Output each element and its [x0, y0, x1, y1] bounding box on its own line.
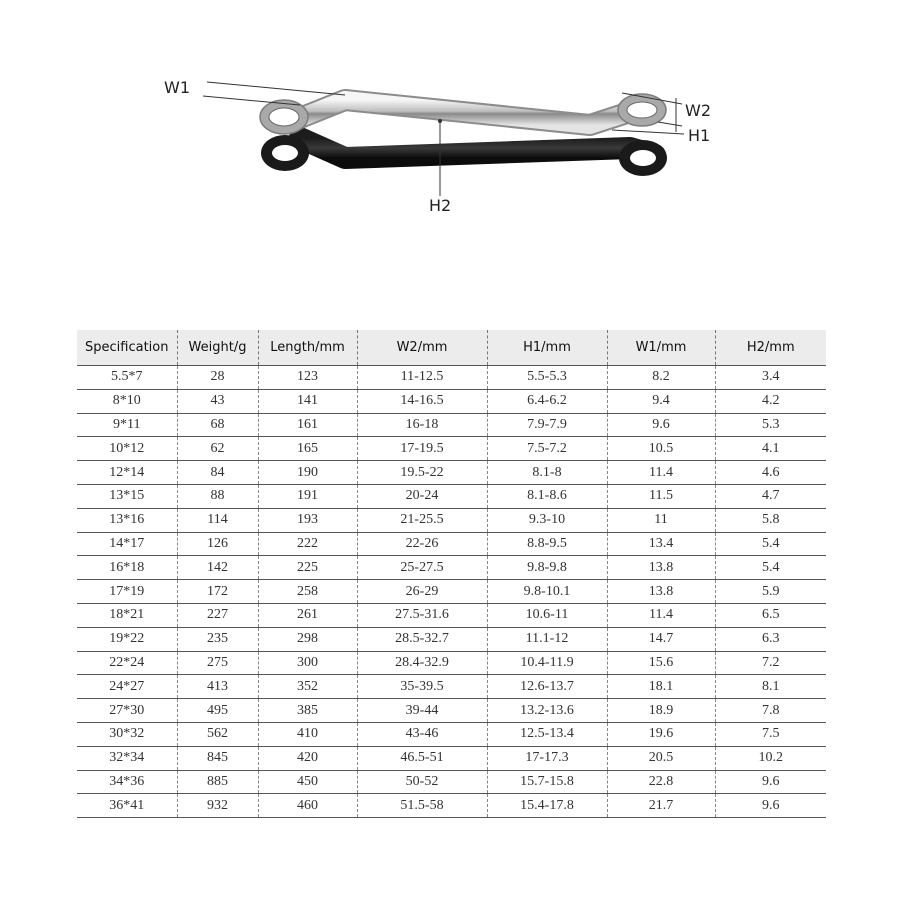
cell-specification: 14*17	[77, 532, 177, 556]
cell-specification: 24*27	[77, 675, 177, 699]
cell-w1: 11.4	[607, 603, 715, 627]
cell-h2: 8.1	[715, 675, 826, 699]
cell-specification: 13*15	[77, 484, 177, 508]
cell-length: 410	[258, 722, 357, 746]
cell-h1: 9.3-10	[487, 508, 607, 532]
h2-label: H2	[429, 196, 452, 215]
cell-length: 225	[258, 556, 357, 580]
cell-specification: 34*36	[77, 770, 177, 794]
cell-h2: 6.5	[715, 603, 826, 627]
cell-specification: 10*12	[77, 437, 177, 461]
cell-w1: 13.4	[607, 532, 715, 556]
cell-w1: 8.2	[607, 366, 715, 390]
cell-specification: 13*16	[77, 508, 177, 532]
wrench-illustration	[0, 0, 900, 260]
cell-length: 460	[258, 794, 357, 818]
cell-h1: 10.6-11	[487, 603, 607, 627]
cell-h2: 3.4	[715, 366, 826, 390]
table-row	[77, 794, 826, 818]
cell-h1: 12.5-13.4	[487, 722, 607, 746]
cell-specification: 27*30	[77, 699, 177, 723]
cell-length: 141	[258, 389, 357, 413]
header-length: Length/mm	[258, 330, 357, 366]
table-row	[77, 675, 826, 699]
cell-h2: 7.5	[715, 722, 826, 746]
cell-w2: 25-27.5	[357, 556, 487, 580]
cell-w2: 19.5-22	[357, 461, 487, 485]
cell-weight: 885	[177, 770, 258, 794]
cell-weight: 172	[177, 580, 258, 604]
cell-h1: 15.4-17.8	[487, 794, 607, 818]
cell-h2: 5.4	[715, 532, 826, 556]
table-row	[77, 508, 826, 532]
cell-length: 190	[258, 461, 357, 485]
cell-weight: 84	[177, 461, 258, 485]
wrench-diagram	[0, 0, 900, 260]
cell-h1: 11.1-12	[487, 627, 607, 651]
cell-w1: 21.7	[607, 794, 715, 818]
table-header-row	[77, 330, 826, 366]
table-row	[77, 770, 826, 794]
table-row	[77, 556, 826, 580]
cell-h2: 6.3	[715, 627, 826, 651]
cell-length: 385	[258, 699, 357, 723]
table-row	[77, 580, 826, 604]
table-row	[77, 461, 826, 485]
cell-weight: 227	[177, 603, 258, 627]
cell-w2: 28.4-32.9	[357, 651, 487, 675]
cell-length: 193	[258, 508, 357, 532]
table-row	[77, 746, 826, 770]
cell-w1: 11.5	[607, 484, 715, 508]
cell-length: 450	[258, 770, 357, 794]
cell-h2: 10.2	[715, 746, 826, 770]
header-weight: Weight/g	[177, 330, 258, 366]
cell-h2: 5.4	[715, 556, 826, 580]
cell-specification: 19*22	[77, 627, 177, 651]
cell-w1: 11.4	[607, 461, 715, 485]
cell-h1: 5.5-5.3	[487, 366, 607, 390]
cell-w2: 11-12.5	[357, 366, 487, 390]
cell-specification: 9*11	[77, 413, 177, 437]
cell-w2: 17-19.5	[357, 437, 487, 461]
cell-weight: 126	[177, 532, 258, 556]
cell-h2: 5.8	[715, 508, 826, 532]
cell-length: 300	[258, 651, 357, 675]
cell-h1: 8.1-8.6	[487, 484, 607, 508]
header-specification: Specification	[77, 330, 177, 366]
cell-h1: 8.1-8	[487, 461, 607, 485]
cell-h1: 9.8-10.1	[487, 580, 607, 604]
table-row	[77, 603, 826, 627]
cell-weight: 62	[177, 437, 258, 461]
wrench-dark	[261, 135, 667, 176]
specification-table	[77, 330, 826, 818]
table-row	[77, 532, 826, 556]
cell-specification: 36*41	[77, 794, 177, 818]
cell-w2: 51.5-58	[357, 794, 487, 818]
cell-h2: 9.6	[715, 770, 826, 794]
cell-weight: 275	[177, 651, 258, 675]
header-w2: W2/mm	[357, 330, 487, 366]
cell-specification: 5.5*7	[77, 366, 177, 390]
cell-h1: 7.5-7.2	[487, 437, 607, 461]
cell-w1: 14.7	[607, 627, 715, 651]
cell-h2: 4.2	[715, 389, 826, 413]
cell-weight: 88	[177, 484, 258, 508]
cell-h1: 7.9-7.9	[487, 413, 607, 437]
h1-label: H1	[688, 126, 711, 145]
w1-label: W1	[164, 78, 190, 97]
cell-w1: 15.6	[607, 651, 715, 675]
h2-marker	[438, 119, 442, 123]
cell-weight: 142	[177, 556, 258, 580]
wrench-chrome	[260, 94, 666, 134]
cell-weight: 932	[177, 794, 258, 818]
cell-h1: 15.7-15.8	[487, 770, 607, 794]
cell-w1: 9.4	[607, 389, 715, 413]
cell-w1: 18.1	[607, 675, 715, 699]
cell-w1: 13.8	[607, 556, 715, 580]
cell-h1: 12.6-13.7	[487, 675, 607, 699]
header-h2: H2/mm	[715, 330, 826, 366]
cell-weight: 495	[177, 699, 258, 723]
header-w1: W1/mm	[607, 330, 715, 366]
cell-w2: 14-16.5	[357, 389, 487, 413]
cell-h1: 17-17.3	[487, 746, 607, 770]
cell-specification: 30*32	[77, 722, 177, 746]
cell-w1: 18.9	[607, 699, 715, 723]
cell-specification: 16*18	[77, 556, 177, 580]
cell-h1: 10.4-11.9	[487, 651, 607, 675]
cell-specification: 18*21	[77, 603, 177, 627]
table-row	[77, 389, 826, 413]
cell-specification: 22*24	[77, 651, 177, 675]
cell-specification: 12*14	[77, 461, 177, 485]
cell-length: 420	[258, 746, 357, 770]
cell-w2: 21-25.5	[357, 508, 487, 532]
cell-length: 222	[258, 532, 357, 556]
cell-h1: 6.4-6.2	[487, 389, 607, 413]
cell-h1: 8.8-9.5	[487, 532, 607, 556]
cell-weight: 845	[177, 746, 258, 770]
table-row	[77, 699, 826, 723]
table-row	[77, 722, 826, 746]
cell-h2: 4.1	[715, 437, 826, 461]
cell-weight: 68	[177, 413, 258, 437]
cell-w2: 39-44	[357, 699, 487, 723]
cell-w2: 28.5-32.7	[357, 627, 487, 651]
cell-h1: 13.2-13.6	[487, 699, 607, 723]
table-row	[77, 413, 826, 437]
cell-w1: 22.8	[607, 770, 715, 794]
cell-length: 165	[258, 437, 357, 461]
cell-w2: 46.5-51	[357, 746, 487, 770]
cell-h2: 5.9	[715, 580, 826, 604]
w2-label: W2	[685, 101, 711, 120]
cell-length: 161	[258, 413, 357, 437]
cell-weight: 413	[177, 675, 258, 699]
cell-length: 258	[258, 580, 357, 604]
cell-weight: 28	[177, 366, 258, 390]
cell-h2: 9.6	[715, 794, 826, 818]
cell-specification: 8*10	[77, 389, 177, 413]
cell-length: 123	[258, 366, 357, 390]
cell-h2: 4.7	[715, 484, 826, 508]
cell-w2: 43-46	[357, 722, 487, 746]
table-row	[77, 651, 826, 675]
cell-weight: 43	[177, 389, 258, 413]
table-body	[77, 366, 826, 818]
cell-w1: 10.5	[607, 437, 715, 461]
cell-w1: 9.6	[607, 413, 715, 437]
cell-w2: 35-39.5	[357, 675, 487, 699]
cell-specification: 17*19	[77, 580, 177, 604]
cell-w1: 20.5	[607, 746, 715, 770]
cell-h2: 5.3	[715, 413, 826, 437]
table-row	[77, 366, 826, 390]
cell-weight: 562	[177, 722, 258, 746]
cell-w2: 22-26	[357, 532, 487, 556]
cell-weight: 235	[177, 627, 258, 651]
cell-w1: 19.6	[607, 722, 715, 746]
cell-h2: 7.8	[715, 699, 826, 723]
cell-w2: 16-18	[357, 413, 487, 437]
cell-length: 298	[258, 627, 357, 651]
cell-w2: 27.5-31.6	[357, 603, 487, 627]
table-row	[77, 484, 826, 508]
header-h1: H1/mm	[487, 330, 607, 366]
cell-w2: 20-24	[357, 484, 487, 508]
cell-h1: 9.8-9.8	[487, 556, 607, 580]
cell-w2: 50-52	[357, 770, 487, 794]
cell-length: 352	[258, 675, 357, 699]
cell-h2: 7.2	[715, 651, 826, 675]
cell-weight: 114	[177, 508, 258, 532]
cell-w1: 13.8	[607, 580, 715, 604]
cell-h2: 4.6	[715, 461, 826, 485]
cell-length: 191	[258, 484, 357, 508]
cell-length: 261	[258, 603, 357, 627]
table-row	[77, 437, 826, 461]
cell-w1: 11	[607, 508, 715, 532]
cell-w2: 26-29	[357, 580, 487, 604]
cell-specification: 32*34	[77, 746, 177, 770]
table-row	[77, 627, 826, 651]
